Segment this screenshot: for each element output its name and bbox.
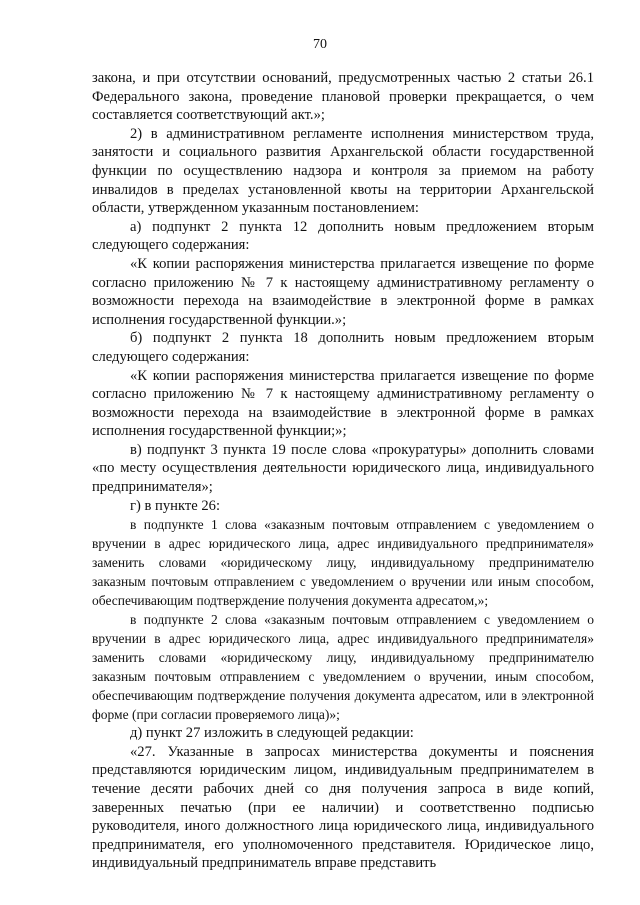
document-body	[92, 69, 594, 873]
paragraph-subitem-d: д) пункт 27 изложить в следующей редакции:	[130, 725, 414, 742]
paragraph-quote-b: «К копии распоряжения министерства прилагается извещение по форме согласно приложению № 7 к настоящему административному регламенту о возможности перехода на взаимодействие в электронной форме в рамках исполнения государственной функции;»;	[92, 367, 594, 440]
page-number: 70	[313, 37, 327, 52]
paragraph-continuation: закона, и при отсутствии оснований, предусмотренных частью 2 статьи 26.1 Федерального закона, проведение плановой проверки прекращается, о чем составляется соответствующий акт.»;	[92, 70, 594, 124]
paragraph-subitem-g: г) в пункте 26:	[130, 497, 220, 514]
paragraph-subpoint-1: в подпункте 1 слова «заказным почтовым отправлением с уведомлением о вручении в адрес юридического лица, адрес индивидуального предпринимателя» заменить словами «юридическому лицу, индивидуальному предпринимателю заказным почтовым отправлением с уведомлением о вручении или иным способом, обеспечивающим подтверждение получения документа адресатом,»;	[92, 517, 594, 609]
paragraph-quote-a: «К копии распоряжения министерства прилагается извещение по форме согласно приложению № 7 к настоящему административному регламенту о возможности перехода на взаимодействие в электронной форме в рамках исполнения государственной функции.»;	[92, 255, 594, 328]
paragraph-item-2: 2) в административном регламенте исполнения министерством труда, занятости и социального развития Архангельской области государственной функции по осуществлению надзора и контроля за приемом на работу инвалидов в пределах установленной квоты на территории Архангельской области, утвержденном указанным постановлением:	[92, 125, 594, 217]
paragraph-subitem-b: б) подпункт 2 пункта 18 дополнить новым предложением вторым следующего содержания:	[92, 330, 594, 365]
paragraph-subitem-v: в) подпункт 3 пункта 19 после слова «прокуратуры» дополнить словами «по месту осуществления деятельности юридического лица, индивидуального предпринимателя»;	[92, 441, 594, 496]
paragraph-quote-27: «27. Указанные в запросах министерства документы и пояснения представляются юридическим лицом, индивидуальным предпринимателем в течение десяти рабочих дней со дня получения запроса в виде копий, заверенных печатью (при ее наличии) и соответственно подписью руководителя, иного должностного лица юридического лица, индивидуального предпринимателя, его уполномоченного представителя. Юридическое лицо, индивидуальный предприниматель вправе представить	[92, 743, 594, 872]
paragraph-subitem-a: а) подпункт 2 пункта 12 дополнить новым предложением вторым следующего содержания:	[92, 218, 594, 254]
paragraph-subpoint-2: в подпункте 2 слова «заказным почтовым отправлением с уведомлением о вручении в адрес юридического лица, адрес индивидуального предпринимателя» заменить словами «юридическому лицу, индивидуальному предпринимателю заказным почтовым отправлением с уведомлением о вручении, иным способом, обеспечивающим подтверждение получения документа адресатом, или в электронной форме (при согласии проверяемого лица)»;	[92, 612, 594, 723]
